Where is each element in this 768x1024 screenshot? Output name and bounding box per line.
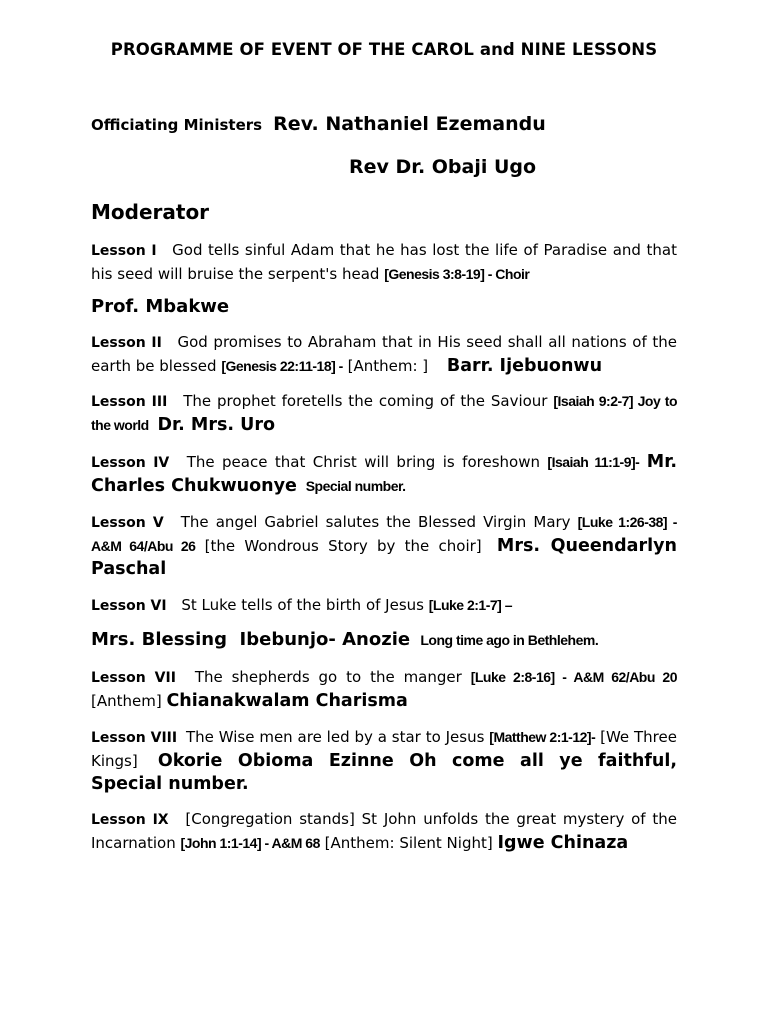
scripture-ref: [Luke 2:1-7] – — [428, 597, 512, 613]
lesson-extra — [149, 416, 154, 434]
lesson-note: Special number. — [305, 478, 406, 494]
lesson-3 — [91, 390, 677, 437]
lesson-text: The angel Gabriel salutes the Blessed Virgin Mary — [180, 513, 578, 531]
lesson-label: Lesson III — [91, 394, 168, 410]
officiating-ministers — [91, 113, 546, 135]
minister-second: Rev Dr. Obaji Ugo — [349, 156, 537, 178]
lesson-text: [Congregation stands] St John unfolds the great mystery of the Incarnation — [91, 810, 678, 852]
scripture-ref: [Genesis 3:8-19] - Choir — [384, 266, 530, 282]
lesson-label: Lesson VII — [91, 670, 176, 686]
scripture-ref: [John 1:1-14] - A&M 68 — [180, 835, 320, 851]
lesson-label: Lesson VIII — [91, 730, 178, 746]
reader-name: Mr. Charles Chukwuonye — [91, 452, 677, 496]
lesson-extra: [We Three Kings] — [91, 728, 677, 770]
lesson-7 — [91, 666, 677, 713]
lesson-9 — [91, 808, 677, 855]
lesson-extra: [Anthem: ] — [342, 357, 433, 375]
lesson-text: God tells sinful Adam that he has lost the life of Paradise and that his seed will bruise the serpent's head — [91, 241, 677, 283]
lesson-5 — [91, 511, 677, 581]
lesson-extra — [639, 453, 646, 471]
lesson-label: Lesson V — [91, 515, 164, 531]
minister-first: Rev. Nathaniel Ezemandu — [273, 113, 546, 135]
reader-name: Dr. Mrs. Uro — [157, 415, 275, 435]
lesson-8 — [91, 726, 677, 796]
scripture-ref: [Isaiah 9:2-7] Joy to the world — [91, 393, 677, 433]
lesson-label: Lesson VI — [91, 598, 167, 614]
lesson-2 — [91, 331, 677, 378]
scripture-ref: [Isaiah 11:1-9]- — [547, 454, 640, 470]
lesson-extra: [Anthem] — [91, 692, 167, 710]
lesson-label: Lesson II — [91, 335, 162, 351]
scripture-ref: [Matthew 2:1-12]- — [489, 729, 596, 745]
ministers-label: Officiating Ministers — [91, 116, 263, 134]
lesson-text: The Wise men are led by a star to Jesus — [185, 728, 490, 746]
lesson-text: The shepherds go to the manger — [194, 668, 471, 686]
reader-name: Barr. Ijebuonwu — [446, 356, 603, 376]
lesson-label: Lesson IV — [91, 455, 170, 471]
lesson-1 — [91, 239, 677, 286]
lesson-label: Lesson I — [91, 243, 157, 259]
lesson-4 — [91, 451, 677, 498]
lesson-text: The peace that Christ will bring is foreshown — [186, 453, 548, 471]
reader-name: Mrs. Queendarlyn Paschal — [91, 536, 677, 579]
scripture-ref: [Genesis 22:11-18] - — [221, 358, 343, 374]
lesson-text: The prophet foretells the coming of the Saviour — [183, 392, 554, 410]
reader-name: Okorie Obioma Ezinne Oh come all ye faithful, Special number. — [91, 751, 677, 794]
lesson-text: God promises to Abraham that in His seed shall all nations of the earth be blessed — [91, 333, 677, 375]
reader-name: Chianakwalam Charisma — [166, 691, 408, 711]
moderator-heading: Moderator — [91, 200, 210, 224]
lesson-text: St Luke tells of the birth of Jesus — [181, 596, 429, 614]
reader-name: Mrs. Blessing Ibebunjo- Anozie — [91, 629, 411, 650]
lesson-note: Long time ago in Bethlehem. — [420, 632, 599, 648]
lesson-6-reader — [91, 629, 598, 650]
lesson-6 — [91, 594, 677, 618]
lesson-label: Lesson IX — [91, 812, 169, 828]
scripture-ref: [Luke 1:26-38] - A&M 64/Abu 26 — [91, 514, 677, 554]
reader-name: Igwe Chinaza — [497, 833, 629, 853]
lesson-extra: [the Wondrous Story by the choir] — [195, 537, 491, 555]
page-title: PROGRAMME OF EVENT OF THE CAROL and NINE LESSONS — [110, 40, 658, 59]
reader-mbakwe: Prof. Mbakwe — [91, 296, 230, 317]
lesson-extra: [Anthem: Silent Night] — [319, 834, 498, 852]
scripture-ref: [Luke 2:8-16] - A&M 62/Abu 20 — [470, 669, 677, 685]
